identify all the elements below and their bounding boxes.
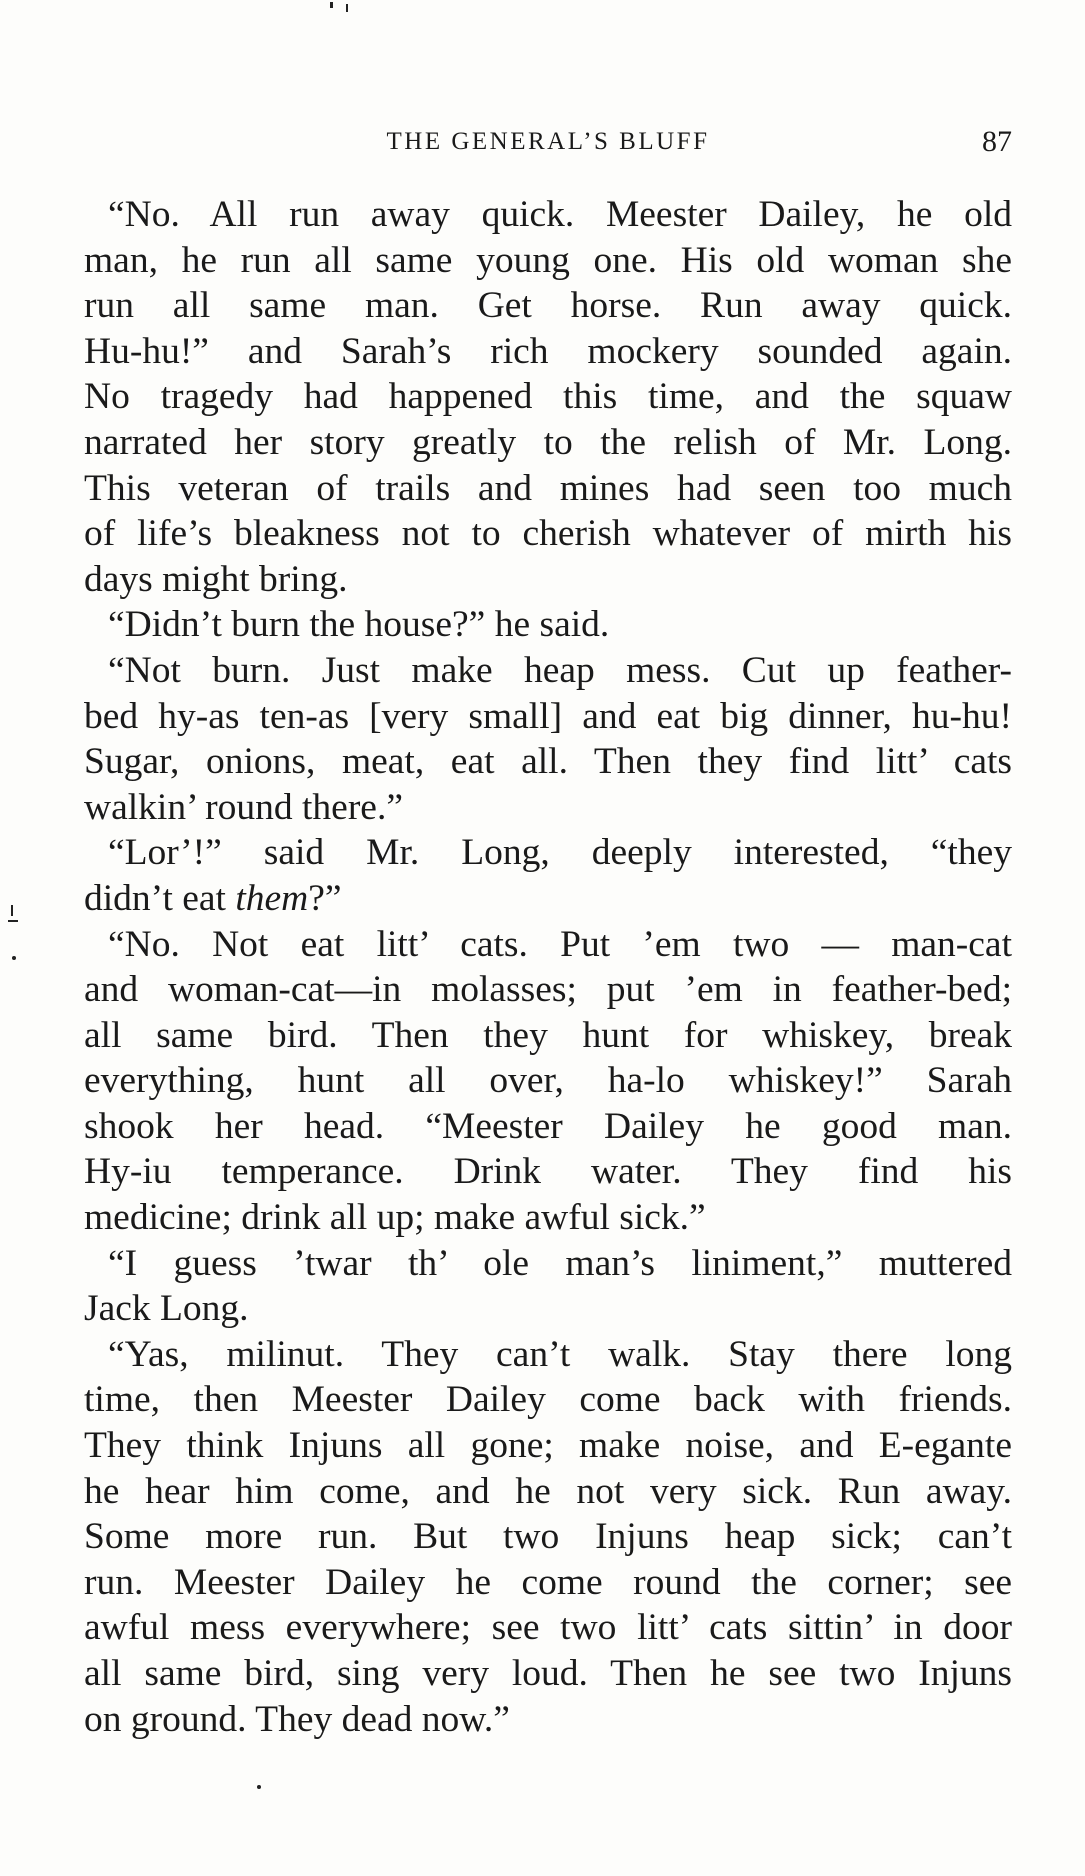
- text-fragment: ?”: [308, 877, 342, 919]
- text-line: awful mess everywhere; see two litt’ cats sittin’ in door: [84, 1607, 1012, 1649]
- text-line: walkin’ round there.”: [84, 786, 403, 828]
- text-line: run. Meester Dailey he come round the corner; see: [84, 1561, 1012, 1603]
- text-fragment: didn’t eat: [84, 877, 236, 919]
- text-line: days might bring.: [84, 558, 348, 600]
- text-line: “Didn’t burn the house?” he said.: [108, 604, 610, 646]
- running-head: [84, 122, 1012, 162]
- text-line: everything, hunt all over, ha-lo whiskey!” Sarah: [84, 1060, 1012, 1102]
- text-line: “No. All run away quick. Meester Dailey, he old: [108, 194, 1012, 235]
- text-line: “Lor’!” said Mr. Long, deeply interested, “they: [108, 832, 1012, 874]
- text-line: on ground. They dead now.”: [84, 1698, 510, 1740]
- text-line: Hu-hu!” and Sarah’s rich mockery sounded again.: [84, 330, 1012, 372]
- text-line: man, he run all same young one. His old woman she: [84, 239, 1012, 281]
- text-line: of life’s bleakness not to cherish whatever of mirth his: [84, 513, 1012, 555]
- margin-tick: [11, 905, 13, 916]
- text-line-italic: [84, 876, 1012, 922]
- text-line: medicine; drink all up; make awful sick.”: [84, 1197, 706, 1239]
- text-line: all same bird, sing very loud. Then he see two Injuns: [84, 1653, 1012, 1694]
- text-line: and woman-cat—in molasses; put ’em in feather-bed;: [84, 969, 1012, 1011]
- text-line: he hear him come, and he not very sick. Run away.: [84, 1470, 1012, 1512]
- text-line: “Yas, milinut. They can’t walk. Stay there long: [108, 1333, 1012, 1375]
- text-line: This veteran of trails and mines had seen too much: [84, 467, 1012, 509]
- running-title: THE GENERAL’S BLUFF: [386, 128, 710, 155]
- text-line: all same bird. Then they hunt for whiskey, break: [84, 1014, 1012, 1056]
- margin-dot: [257, 1785, 261, 1789]
- text-line: bed hy-as ten-as [very small] and eat big dinner, hu-hu!: [84, 695, 1012, 737]
- margin-tick: [8, 920, 18, 922]
- text-line: “Not burn. Just make heap mess. Cut up feather-: [108, 649, 1012, 691]
- text-line: “I guess ’twar th’ ole man’s liniment,” muttered: [108, 1242, 1012, 1284]
- text-line: shook her head. “Meester Dailey he good man.: [84, 1105, 1012, 1147]
- scan-speck: [330, 2, 333, 8]
- margin-dot: [12, 956, 16, 960]
- text-line: Jack Long.: [84, 1288, 249, 1330]
- text-line: No tragedy had happened this time, and the squaw: [84, 376, 1012, 418]
- text-line: narrated her story greatly to the relish of Mr. Long.: [84, 421, 1012, 463]
- italic-word: them: [235, 877, 309, 919]
- text-line: Some more run. But two Injuns heap sick; can’t: [84, 1516, 1012, 1558]
- text-line: Sugar, onions, meat, eat all. Then they find litt’ cats: [84, 741, 1012, 783]
- text-line: Hy-iu temperance. Drink water. They find his: [84, 1151, 1012, 1193]
- scan-speck: [346, 4, 348, 12]
- text-line: “No. Not eat litt’ cats. Put ’em two — man-cat: [108, 923, 1012, 965]
- page-number: 87: [982, 125, 1012, 158]
- text-line: run all same man. Get horse. Run away quick.: [84, 285, 1012, 327]
- text-line: They think Injuns all gone; make noise, and E-egante: [84, 1425, 1012, 1467]
- body-text: [84, 192, 1012, 1742]
- text-line: time, then Meester Dailey come back with friends.: [84, 1379, 1012, 1421]
